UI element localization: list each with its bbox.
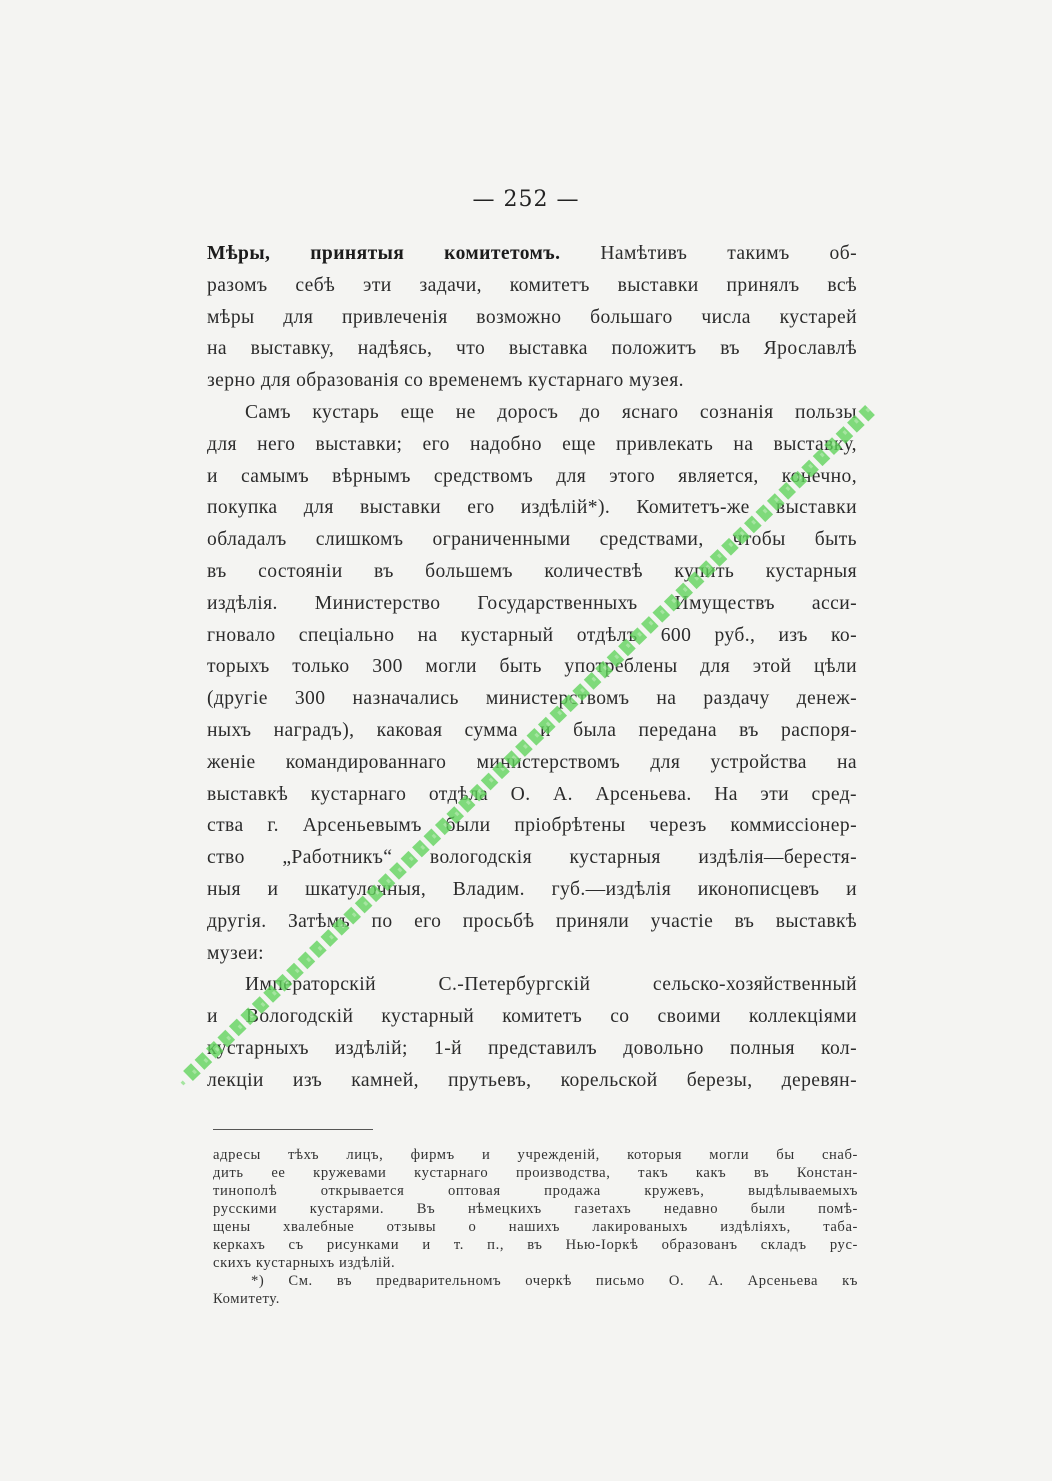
text-line: ныхъ наградъ), каковая сумма и была передана въ распоря- (207, 719, 857, 741)
page-number: — 252 — (472, 187, 580, 212)
text-line: зерно для образованія со временемъ кустарнаго музея. (207, 370, 684, 392)
main-text (207, 238, 857, 1097)
text-line: для него выставки; его надобно еще привлекать на выставку, (207, 433, 857, 455)
text-line: въ состояніи въ большемъ количествѣ купить кустарныя (207, 560, 857, 582)
footnote-divider (213, 1129, 373, 1130)
footnote-line: щены хвалебные отзывы о нашихъ лакированыхъ издѣліяхъ, таба- (213, 1219, 858, 1235)
footnote-line: дить ее кружевами кустарнаго производства, такъ какъ въ Констан- (213, 1165, 858, 1181)
text-line: выставкѣ кустарнаго отдѣла О. А. Арсеньева. На эти сред- (207, 783, 857, 805)
text-line-1-rest: Намѣтивъ такимъ об- (600, 243, 857, 264)
text-line: гновало спеціально на кустарный отдѣлъ 600 руб., изъ ко- (207, 624, 857, 646)
footnote-line: керкахъ съ рисунками и т. п., въ Нью-Іоркѣ образованъ складъ рус- (213, 1237, 858, 1253)
text-line: (другіе 300 назначались министерствомъ на раздачу денеж- (207, 688, 857, 710)
text-line: музеи: (207, 942, 264, 964)
section-heading: Мѣры, принятыя комитетомъ. (207, 243, 561, 264)
footnote-line: адресы тѣхъ лицъ, фирмъ и учрежденій, которыя могли бы снаб- (213, 1147, 858, 1163)
text-line: и Вологодскій кустарный комитетъ со своими коллекціями (207, 1006, 857, 1028)
text-line: покупка для выставки его издѣлій*). Комитетъ-же выставки (207, 497, 857, 519)
text-line: ство „Работникъ“ вологодскія кустарныя издѣлія—берестя- (207, 847, 857, 869)
text-line: и самымъ вѣрнымъ средствомъ для этого является, конечно, (207, 465, 857, 487)
text-line: другія. Затѣмъ по его просьбѣ приняли участіе въ выставкѣ (207, 910, 857, 932)
footnote-line: русскими кустарями. Въ нѣмецкихъ газетахъ недавно были помѣ- (213, 1201, 858, 1217)
text-line: лекціи изъ камней, прутьевъ, корельской березы, деревян- (207, 1069, 857, 1091)
text-line: кустарныхъ издѣлій; 1-й представилъ довольно полныя кол- (207, 1037, 857, 1059)
text-line: издѣлія. Министерство Государственныхъ Имуществъ асси- (207, 592, 857, 614)
footnote-line: *) См. въ предварительномъ очеркѣ письмо О. А. Арсеньева къ (251, 1273, 858, 1289)
text-line: разомъ себѣ эти задачи, комитетъ выставки принялъ всѣ (207, 274, 857, 296)
footnote-line: Комитету. (213, 1291, 280, 1307)
text-line: Императорскій С.-Петербургскій сельско-хозяйственный (245, 974, 857, 996)
text-line: мѣры для привлеченія возможно большаго числа кустарей (207, 306, 857, 328)
text-line: торыхъ только 300 могли быть употреблены для этой цѣли (207, 656, 857, 678)
text-line: ства г. Арсеньевымъ были пріобрѣтены черезъ коммиссіонер- (207, 815, 857, 837)
text-line: женіе командированнаго министерствомъ для устройства на (207, 751, 857, 773)
text-line: обладалъ слишкомъ ограниченными средствами, чтобы быть (207, 529, 857, 551)
text-line: Самъ кустарь еще не доросъ до яснаго сознанія пользы (245, 401, 857, 423)
text-line: ныя и шкатулочныя, Владим. губ.—издѣлія иконописцевъ и (207, 878, 857, 900)
text-line: на выставку, надѣясь, что выставка положитъ въ Ярославлѣ (207, 338, 857, 360)
text-line-1 (207, 238, 857, 270)
footnotes (213, 1146, 858, 1308)
footnote-line: скихъ кустарныхъ издѣлій. (213, 1255, 396, 1271)
footnote-line: тинополѣ открывается оптовая продажа кружевъ, выдѣлываемыхъ (213, 1183, 858, 1199)
